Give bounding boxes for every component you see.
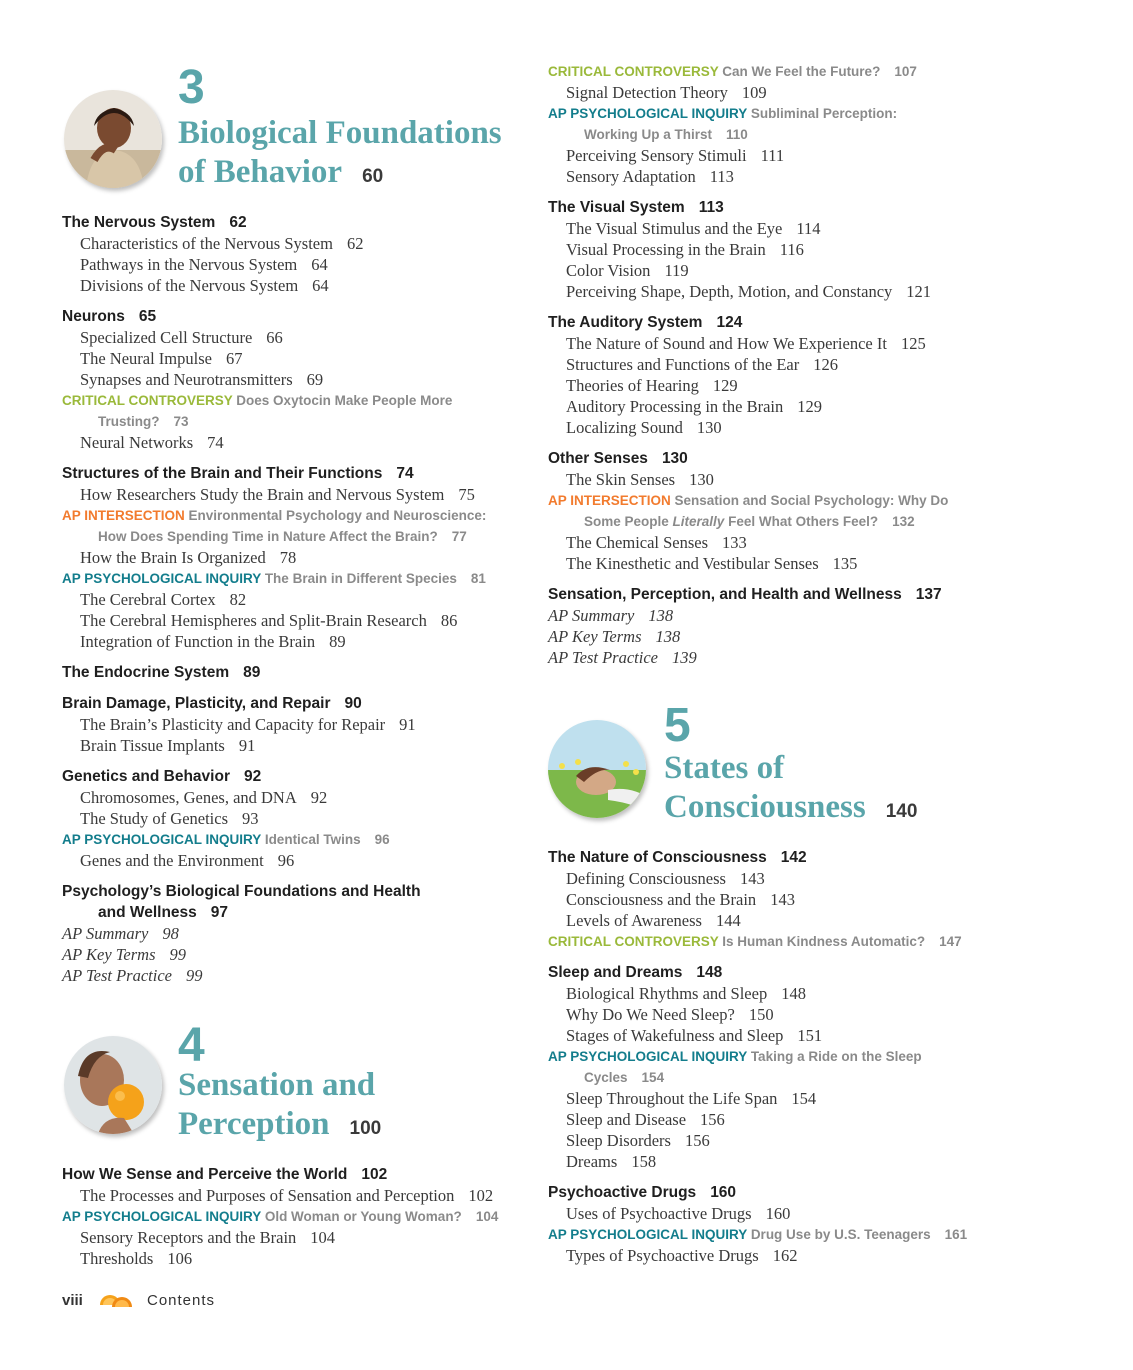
- toc-entry-feat: [62, 505, 486, 526]
- toc-entry-title: AP Test Practice: [62, 966, 172, 985]
- toc-page-number: 154: [791, 1089, 817, 1108]
- toc-page-number: 143: [770, 890, 795, 909]
- toc-entry-sec: [62, 1164, 387, 1185]
- toc-entry-title: Chromosomes, Genes, and DNA: [80, 788, 297, 807]
- toc-entry-title: Divisions of the Nervous System: [80, 276, 299, 295]
- toc-entry-sub: [80, 631, 346, 652]
- toc-entry-title: Theories of Hearing: [566, 376, 699, 395]
- toc-entry-title: Sensation, Perception, and Health and Wellness: [548, 586, 902, 603]
- chapter-3-page: 60: [362, 166, 384, 187]
- toc-entry-sec: [62, 766, 261, 787]
- toc-page-number: 89: [243, 664, 261, 681]
- toc-entry-title: Pathways in the Nervous System: [80, 255, 298, 274]
- toc-page-number: 124: [716, 314, 743, 331]
- toc-entry-sub: [80, 1227, 335, 1248]
- toc-entry-title: The Chemical Senses: [566, 533, 709, 552]
- toc-entry-title: The Visual System: [548, 199, 685, 216]
- toc-page-number: 130: [661, 450, 688, 467]
- feature-tag: CRITICAL CONTROVERSY: [548, 934, 719, 949]
- page-footer: [62, 1292, 216, 1309]
- toc-entry-cont: [584, 124, 748, 145]
- toc-entry-sub: [80, 233, 363, 254]
- toc-page-number: 147: [939, 934, 962, 949]
- toc-page-number: 96: [374, 832, 390, 847]
- toc-page-number: 130: [696, 418, 722, 437]
- toc-page-number: 156: [700, 1110, 725, 1129]
- toc-entry-sec: [548, 847, 807, 868]
- toc-entry-title: Sensory Adaptation: [566, 167, 696, 186]
- feature-tag: AP PSYCHOLOGICAL INQUIRY: [62, 832, 262, 847]
- toc-page-number: 64: [312, 276, 329, 295]
- chapter-3-title-line2: of Behavior 60: [178, 154, 384, 190]
- toc-entry-title: Characteristics of the Nervous System: [80, 234, 333, 253]
- toc-entry-title: The Brain’s Plasticity and Capacity for Repair: [80, 715, 386, 734]
- toc-page-number: 81: [470, 571, 486, 586]
- toc-page-number: 98: [162, 924, 179, 943]
- toc-entry-title: The Nervous System: [62, 214, 216, 231]
- toc-entry-title: Perceiving Sensory Stimuli: [566, 146, 747, 165]
- toc-entry-title: AP Key Terms: [548, 627, 642, 646]
- toc-entry-title: Stages of Wakefulness and Sleep: [566, 1026, 784, 1045]
- toc-entry-title: Sleep Disorders: [566, 1131, 671, 1150]
- toc-entry-sub: [80, 787, 327, 808]
- toc-page-number: 93: [242, 809, 259, 828]
- toc-page-number: 96: [277, 851, 295, 870]
- toc-page-number: 102: [361, 1166, 388, 1183]
- chapter-5-title-line2: Consciousness 140: [664, 789, 918, 825]
- toc-page-number: 97: [210, 904, 229, 921]
- toc-entry-feat: [62, 568, 486, 589]
- toc-entry-title: The Cerebral Cortex: [80, 590, 216, 609]
- toc-entry-title: How Researchers Study the Brain and Nervous System: [80, 485, 445, 504]
- toc-entry-seccont: [98, 902, 228, 923]
- toc-entry-sub: [566, 983, 806, 1004]
- chapter-4-title-line2: Perception 100: [178, 1106, 382, 1142]
- toc-page-number: 160: [710, 1184, 737, 1201]
- toc-page-number: 62: [229, 214, 247, 231]
- toc-entry-title: Neurons: [62, 308, 125, 325]
- toc-entry-title: Taking a Ride on the Sleep: [750, 1049, 922, 1064]
- toc-page-number: 107: [894, 64, 917, 79]
- toc-entry-title: Psychoactive Drugs: [548, 1184, 697, 1201]
- toc-entry-title: Sleep and Dreams: [548, 964, 683, 981]
- toc-entry-title: Sensation and Social Psychology: Why Do: [674, 493, 949, 508]
- toc-entry-sec: [548, 962, 722, 983]
- toc-entry-sub: [80, 735, 255, 756]
- toc-entry-sub: [566, 166, 734, 187]
- toc-entry-feat: [548, 61, 917, 82]
- toc-entry-title: Perceiving Shape, Depth, Motion, and Constancy: [566, 282, 893, 301]
- toc-entry-title: The Study of Genetics: [80, 809, 229, 828]
- toc-entry-sub: [80, 254, 328, 275]
- toc-page-number: 91: [238, 736, 256, 755]
- toc-page-number: 138: [648, 606, 674, 625]
- toc-entry-sec: [62, 306, 156, 327]
- toc-entry-sub: [566, 417, 722, 438]
- toc-page-number: 104: [475, 1209, 499, 1224]
- toc-entry-sub: [566, 532, 747, 553]
- toc-page-number: 99: [169, 945, 187, 964]
- toc-entry-ital: [548, 647, 697, 668]
- toc-entry-feat: [62, 829, 390, 850]
- toc-entry-title: Localizing Sound: [566, 418, 683, 437]
- toc-page-number: 148: [696, 964, 723, 981]
- chapter-5-number: 5: [664, 699, 691, 752]
- toc-entry-sec: [62, 463, 414, 484]
- feature-tag: AP PSYCHOLOGICAL INQUIRY: [62, 571, 262, 586]
- toc-entry-title: The Nature of Sound and How We Experience It: [566, 334, 887, 353]
- toc-entry-sub: [80, 808, 259, 829]
- toc-entry-title: AP Test Practice: [548, 648, 658, 667]
- toc-entry-sub: [566, 1151, 656, 1172]
- toc-entry-feat: [62, 1206, 498, 1227]
- toc-entry-title: Integration of Function in the Brain: [80, 632, 316, 651]
- toc-entry-sec: [62, 693, 362, 714]
- toc-entry-sub: [566, 260, 689, 281]
- toc-entry-sub: [80, 327, 283, 348]
- toc-entry-title: How the Brain Is Organized: [80, 548, 266, 567]
- toc-entry-sub: [566, 375, 738, 396]
- toc-page-number: 148: [781, 984, 806, 1003]
- toc-entry-sec: [548, 1182, 736, 1203]
- chapter-3-photo: [64, 90, 162, 188]
- toc-entry-sub: [566, 218, 821, 239]
- toc-page-number: 121: [906, 282, 932, 301]
- toc-page-number: 78: [279, 548, 297, 567]
- toc-entry-sub: [566, 1025, 822, 1046]
- feature-tag: CRITICAL CONTROVERSY: [548, 64, 719, 79]
- toc-entry-title: Why Do We Need Sleep?: [566, 1005, 735, 1024]
- toc-entry-title: Is Human Kindness Automatic?: [722, 934, 926, 949]
- toc-page-number: 92: [310, 788, 328, 807]
- orange-slices-icon: [98, 1289, 134, 1313]
- toc-entry-sec: [548, 584, 942, 605]
- toc-entry-title: Can We Feel the Future?: [722, 64, 881, 79]
- toc-page-number: 110: [726, 127, 748, 142]
- toc-page-number: 135: [832, 554, 858, 573]
- toc-entry-sub: [80, 714, 416, 735]
- toc-page-number: 92: [243, 768, 262, 785]
- toc-page-number: 158: [631, 1152, 657, 1171]
- chapter-5-page: 140: [885, 801, 918, 822]
- toc-page-number: 73: [173, 414, 189, 429]
- toc-page-number: 125: [900, 334, 926, 353]
- chapter-4-page: 100: [349, 1118, 382, 1139]
- toc-entry-title: Does Oxytocin Make People More: [236, 393, 453, 408]
- toc-page-number: 116: [779, 240, 804, 259]
- toc-entry-title: The Visual Stimulus and the Eye: [566, 219, 783, 238]
- toc-entry-sub: [80, 484, 475, 505]
- toc-entry-sub: [566, 553, 857, 574]
- toc-entry-sub: [566, 910, 741, 931]
- toc-entry-cont: [584, 1067, 664, 1088]
- toc-entry-sub: [80, 348, 242, 369]
- toc-page-number: 99: [186, 966, 203, 985]
- feature-tag: AP PSYCHOLOGICAL INQUIRY: [62, 1209, 262, 1224]
- toc-page-number: 162: [772, 1246, 798, 1265]
- toc-entry-title: Levels of Awareness: [566, 911, 702, 930]
- toc-entry-sec: [548, 448, 688, 469]
- toc-entry-title: Color Vision: [566, 261, 651, 280]
- toc-entry-sub: [80, 547, 296, 568]
- toc-entry-sub: [566, 1004, 774, 1025]
- toc-entry-title: and Wellness: [98, 904, 197, 921]
- toc-entry-title: Genes and the Environment: [80, 851, 264, 870]
- toc-entry-title: The Endocrine System: [62, 664, 230, 681]
- toc-page-number: 86: [440, 611, 458, 630]
- toc-page-number: 64: [311, 255, 328, 274]
- toc-entry-sub: [566, 82, 767, 103]
- toc-entry-sub: [566, 281, 931, 302]
- toc-page-number: 67: [225, 349, 243, 368]
- toc-entry-title: Cycles: [584, 1070, 628, 1085]
- toc-entry-title: Other Senses: [548, 450, 648, 467]
- toc-entry-title: Environmental Psychology and Neuroscience:: [188, 508, 487, 523]
- toc-entry-sub: [566, 333, 926, 354]
- toc-page-number: 113: [698, 199, 724, 216]
- toc-entry-sub: [80, 850, 294, 871]
- toc-page-number: 143: [739, 869, 765, 888]
- toc-entry-title: Visual Processing in the Brain: [566, 240, 766, 259]
- toc-page-number: 144: [715, 911, 741, 930]
- toc-page-number: 156: [684, 1131, 710, 1150]
- toc-entry-title: Sleep Throughout the Life Span: [566, 1089, 778, 1108]
- toc-page-number: 104: [310, 1228, 336, 1247]
- toc-entry-title: Thresholds: [80, 1249, 154, 1268]
- toc-page-number: 154: [641, 1070, 665, 1085]
- toc-entry-title: Trusting?: [98, 414, 160, 429]
- toc-entry-sec: [62, 662, 260, 683]
- toc-entry-title: The Kinesthetic and Vestibular Senses: [566, 554, 819, 573]
- toc-entry-ital: [548, 605, 673, 626]
- toc-entry-ital: [62, 923, 179, 944]
- toc-page-number: 119: [664, 261, 689, 280]
- toc-entry-title: Sensory Receptors and the Brain: [80, 1228, 297, 1247]
- toc-entry-sec: [548, 312, 742, 333]
- toc-entry-title: Dreams: [566, 1152, 618, 1171]
- toc-entry-sec: [62, 881, 421, 902]
- toc-entry-ital: [62, 965, 203, 986]
- toc-page-number: 65: [138, 308, 157, 325]
- toc-page-number: 151: [797, 1026, 823, 1045]
- toc-page-number: 89: [329, 632, 346, 651]
- toc-entry-sub: [80, 1248, 192, 1269]
- toc-entry-sub: [566, 396, 822, 417]
- toc-page-number: 91: [399, 715, 416, 734]
- toc-page-number: 113: [709, 167, 734, 186]
- feature-tag: AP PSYCHOLOGICAL INQUIRY: [548, 1227, 748, 1242]
- toc-entry-sub: [566, 889, 795, 910]
- toc-entry-sub: [566, 1088, 816, 1109]
- toc-entry-title: The Nature of Consciousness: [548, 849, 767, 866]
- toc-page-number: 66: [266, 328, 283, 347]
- toc-page-number: 129: [712, 376, 738, 395]
- toc-page-number: 69: [306, 370, 324, 389]
- toc-entry-title: Brain Tissue Implants: [80, 736, 225, 755]
- toc-page-number: 90: [344, 695, 362, 712]
- feature-tag: AP INTERSECTION: [62, 508, 185, 523]
- toc-entry-sub: [80, 610, 457, 631]
- toc-entry-sec: [548, 197, 724, 218]
- toc-entry-title-rest: Feel What Others Feel?: [728, 514, 879, 529]
- toc-entry-title: Sleep and Disease: [566, 1110, 687, 1129]
- footer-label: Contents: [147, 1292, 216, 1309]
- toc-entry-sec: [62, 212, 247, 233]
- toc-entry-sub: [566, 354, 838, 375]
- toc-page-number: 142: [780, 849, 807, 866]
- toc-entry-cont: [98, 526, 467, 547]
- chapter-4-photo: [64, 1036, 162, 1134]
- toc-page-number: 114: [796, 219, 821, 238]
- toc-entry-sub: [566, 469, 714, 490]
- toc-entry-title: Signal Detection Theory: [566, 83, 728, 102]
- toc-entry-title: AP Key Terms: [62, 945, 156, 964]
- toc-entry-sub: [566, 1245, 797, 1266]
- toc-entry-emphasis: Literally: [672, 514, 725, 529]
- toc-entry-cont: [98, 411, 189, 432]
- toc-page-number: 133: [722, 533, 747, 552]
- toc-entry-title: Identical Twins: [264, 832, 361, 847]
- toc-page-number: 75: [458, 485, 475, 504]
- toc-entry-title: Biological Rhythms and Sleep: [566, 984, 768, 1003]
- toc-entry-feat: [548, 1046, 922, 1067]
- toc-page-number: 130: [689, 470, 714, 489]
- toc-entry-title: Defining Consciousness: [566, 869, 726, 888]
- toc-entry-title: Structures of the Brain and Their Functions: [62, 465, 383, 482]
- toc-entry-sub: [80, 275, 329, 296]
- toc-entry-ital: [62, 944, 186, 965]
- toc-entry-title: The Brain in Different Species: [264, 571, 457, 586]
- toc-entry-sub: [566, 1109, 725, 1130]
- toc-page-number: 161: [944, 1227, 968, 1242]
- toc-entry-title: Old Woman or Young Woman?: [264, 1209, 462, 1224]
- toc-entry-sub: [80, 369, 323, 390]
- toc-entry-title: AP Summary: [548, 606, 635, 625]
- toc-entry-title: Drug Use by U.S. Teenagers: [750, 1227, 931, 1242]
- toc-page-number: 138: [655, 627, 681, 646]
- toc-entry-title: Specialized Cell Structure: [80, 328, 253, 347]
- toc-page-number: 109: [741, 83, 767, 102]
- toc-entry-feat: [548, 931, 962, 952]
- chapter-4-number: 4: [178, 1019, 205, 1072]
- toc-entry-title: The Processes and Purposes of Sensation and Perception: [80, 1186, 455, 1205]
- toc-entry-feat: [548, 1224, 967, 1245]
- toc-entry-title: Some People: [584, 514, 669, 529]
- toc-entry-sub: [566, 145, 784, 166]
- toc-page-number: 74: [396, 465, 414, 482]
- toc-entry-sub: [566, 868, 765, 889]
- toc-entry-ital: [548, 626, 680, 647]
- page-number: viii: [62, 1292, 83, 1309]
- toc-page-number: 77: [451, 529, 467, 544]
- chapter-5-photo: [548, 720, 646, 818]
- toc-entry-title: The Neural Impulse: [80, 349, 212, 368]
- chapter-3-number: 3: [178, 61, 205, 114]
- toc-entry-title: Consciousness and the Brain: [566, 890, 757, 909]
- toc-entry-title: How We Sense and Perceive the World: [62, 1166, 348, 1183]
- toc-page-number: 111: [760, 146, 785, 165]
- toc-page-number: 102: [468, 1186, 494, 1205]
- feature-tag: CRITICAL CONTROVERSY: [62, 393, 233, 408]
- toc-entry-title: Neural Networks: [80, 433, 194, 452]
- toc-page-number: 160: [765, 1204, 791, 1223]
- toc-entry-title: Genetics and Behavior: [62, 768, 230, 785]
- chapter-4-title-line1: Sensation and: [178, 1067, 376, 1103]
- toc-entry-title: Subliminal Perception:: [750, 106, 898, 121]
- toc-entry-sub: [566, 1130, 710, 1151]
- toc-page-number: 150: [748, 1005, 774, 1024]
- toc-entry-title: The Cerebral Hemispheres and Split-Brain Research: [80, 611, 427, 630]
- toc-entry-feat: [548, 103, 897, 124]
- toc-entry-title: How Does Spending Time in Nature Affect the Brain?: [98, 529, 438, 544]
- toc-entry-title: Synapses and Neurotransmitters: [80, 370, 293, 389]
- feature-tag: AP INTERSECTION: [548, 493, 671, 508]
- toc-entry-feat: [548, 490, 948, 511]
- toc-entry-title: Auditory Processing in the Brain: [566, 397, 784, 416]
- toc-entry-sub: [566, 239, 804, 260]
- feature-tag: AP PSYCHOLOGICAL INQUIRY: [548, 1049, 748, 1064]
- toc-page-number: 62: [346, 234, 364, 253]
- toc-page-number: 82: [229, 590, 247, 609]
- toc-page-number: 74: [207, 433, 224, 452]
- toc-entry-title: Structures and Functions of the Ear: [566, 355, 800, 374]
- toc-entry-title: Psychology’s Biological Foundations and Health: [62, 883, 421, 900]
- toc-entry-title: Working Up a Thirst: [584, 127, 713, 142]
- chapter-3-title-line1: Biological Foundations: [178, 115, 502, 151]
- toc-entry-title: Types of Psychoactive Drugs: [566, 1246, 759, 1265]
- toc-page-number: 106: [167, 1249, 193, 1268]
- toc-entry-title: AP Summary: [62, 924, 149, 943]
- toc-entry-sub: [80, 589, 246, 610]
- toc-entry-feat: [62, 390, 452, 411]
- toc-entry-cont: [584, 511, 915, 532]
- toc-entry-sub: [80, 432, 224, 453]
- toc-page-number: 132: [892, 514, 915, 529]
- toc-entry-title: The Auditory System: [548, 314, 703, 331]
- toc-entry-sub: [80, 1185, 493, 1206]
- toc-page-number: 126: [813, 355, 838, 374]
- toc-page-number: 139: [672, 648, 697, 667]
- toc-entry-title: The Skin Senses: [566, 470, 676, 489]
- toc-page-number: 137: [915, 586, 942, 603]
- toc-page-number: 129: [797, 397, 822, 416]
- toc-entry-title: Uses of Psychoactive Drugs: [566, 1204, 752, 1223]
- toc-entry-title: Brain Damage, Plasticity, and Repair: [62, 695, 331, 712]
- feature-tag: AP PSYCHOLOGICAL INQUIRY: [548, 106, 748, 121]
- chapter-5-title-line1: States of: [664, 750, 785, 786]
- toc-entry-sub: [566, 1203, 790, 1224]
